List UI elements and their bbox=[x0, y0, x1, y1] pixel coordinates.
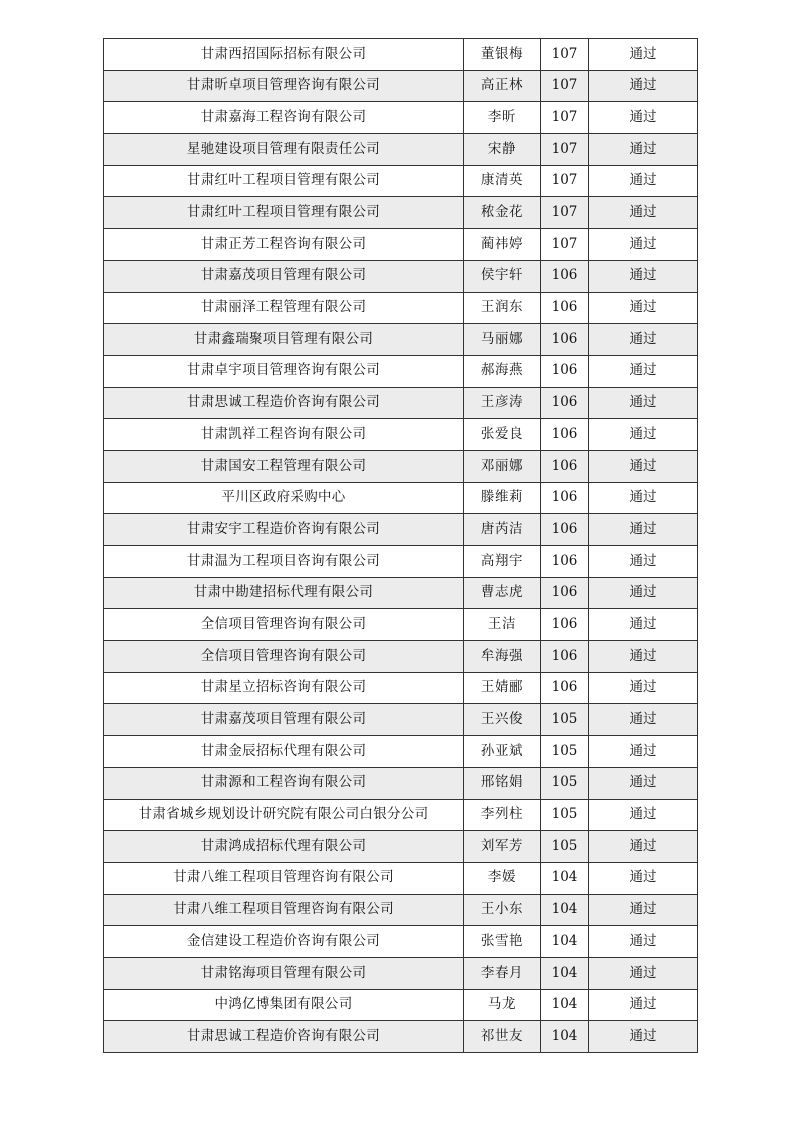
result-cell: 通过 bbox=[589, 894, 698, 926]
company-cell: 甘肃思诚工程造价咨询有限公司 bbox=[104, 1021, 464, 1053]
result-cell: 通过 bbox=[589, 292, 698, 324]
result-cell: 通过 bbox=[589, 736, 698, 768]
person-name-cell: 高正林 bbox=[464, 70, 541, 102]
person-name-cell: 宋静 bbox=[464, 134, 541, 166]
person-name-cell: 秾金花 bbox=[464, 197, 541, 229]
score-cell: 106 bbox=[541, 672, 589, 704]
score-cell: 106 bbox=[541, 577, 589, 609]
person-name-cell: 王婧郦 bbox=[464, 672, 541, 704]
company-cell: 甘肃安宇工程造价咨询有限公司 bbox=[104, 514, 464, 546]
company-cell: 平川区政府采购中心 bbox=[104, 482, 464, 514]
table-row bbox=[104, 767, 698, 799]
company-cell: 甘肃思诚工程造价咨询有限公司 bbox=[104, 387, 464, 419]
company-cell: 甘肃嘉海工程咨询有限公司 bbox=[104, 102, 464, 134]
results-table bbox=[103, 38, 698, 1053]
score-cell: 104 bbox=[541, 989, 589, 1021]
person-name-cell: 侯宇轩 bbox=[464, 260, 541, 292]
company-cell: 甘肃嘉茂项目管理有限公司 bbox=[104, 260, 464, 292]
person-name-cell: 刘军芳 bbox=[464, 831, 541, 863]
result-cell: 通过 bbox=[589, 514, 698, 546]
table-row bbox=[104, 704, 698, 736]
result-cell: 通过 bbox=[589, 546, 698, 578]
result-cell: 通过 bbox=[589, 641, 698, 673]
company-cell: 甘肃丽泽工程管理有限公司 bbox=[104, 292, 464, 324]
table-row bbox=[104, 134, 698, 166]
person-name-cell: 王小东 bbox=[464, 894, 541, 926]
person-name-cell: 王润东 bbox=[464, 292, 541, 324]
table-row bbox=[104, 862, 698, 894]
result-cell: 通过 bbox=[589, 70, 698, 102]
score-cell: 106 bbox=[541, 546, 589, 578]
score-cell: 105 bbox=[541, 736, 589, 768]
person-name-cell: 蔺祎婷 bbox=[464, 229, 541, 261]
person-name-cell: 董银梅 bbox=[464, 39, 541, 71]
result-cell: 通过 bbox=[589, 102, 698, 134]
company-cell: 甘肃省城乡规划设计研究院有限公司白银分公司 bbox=[104, 799, 464, 831]
score-cell: 106 bbox=[541, 450, 589, 482]
result-cell: 通过 bbox=[589, 704, 698, 736]
score-cell: 104 bbox=[541, 926, 589, 958]
score-cell: 104 bbox=[541, 957, 589, 989]
company-cell: 甘肃金辰招标代理有限公司 bbox=[104, 736, 464, 768]
table-row bbox=[104, 577, 698, 609]
result-cell: 通过 bbox=[589, 355, 698, 387]
score-cell: 106 bbox=[541, 419, 589, 451]
result-cell: 通过 bbox=[589, 957, 698, 989]
result-cell: 通过 bbox=[589, 831, 698, 863]
table-row bbox=[104, 1021, 698, 1053]
table-row bbox=[104, 70, 698, 102]
score-cell: 105 bbox=[541, 831, 589, 863]
score-cell: 107 bbox=[541, 197, 589, 229]
person-name-cell: 郝海燕 bbox=[464, 355, 541, 387]
company-cell: 甘肃鑫瑞聚项目管理有限公司 bbox=[104, 324, 464, 356]
result-cell: 通过 bbox=[589, 387, 698, 419]
result-cell: 通过 bbox=[589, 165, 698, 197]
result-cell: 通过 bbox=[589, 577, 698, 609]
person-name-cell: 张爱良 bbox=[464, 419, 541, 451]
table-row bbox=[104, 672, 698, 704]
score-cell: 104 bbox=[541, 862, 589, 894]
person-name-cell: 唐芮洁 bbox=[464, 514, 541, 546]
table-row bbox=[104, 799, 698, 831]
table-row bbox=[104, 324, 698, 356]
table-row bbox=[104, 355, 698, 387]
table-row bbox=[104, 165, 698, 197]
company-cell: 甘肃凯祥工程咨询有限公司 bbox=[104, 419, 464, 451]
company-cell: 金信建设工程造价咨询有限公司 bbox=[104, 926, 464, 958]
result-cell: 通过 bbox=[589, 989, 698, 1021]
score-cell: 107 bbox=[541, 70, 589, 102]
score-cell: 107 bbox=[541, 102, 589, 134]
score-cell: 105 bbox=[541, 799, 589, 831]
result-cell: 通过 bbox=[589, 672, 698, 704]
person-name-cell: 祁世友 bbox=[464, 1021, 541, 1053]
table-row bbox=[104, 957, 698, 989]
person-name-cell: 王兴俊 bbox=[464, 704, 541, 736]
result-cell: 通过 bbox=[589, 1021, 698, 1053]
person-name-cell: 李列柱 bbox=[464, 799, 541, 831]
company-cell: 甘肃昕卓项目管理咨询有限公司 bbox=[104, 70, 464, 102]
company-cell: 甘肃中勘建招标代理有限公司 bbox=[104, 577, 464, 609]
company-cell: 甘肃源和工程咨询有限公司 bbox=[104, 767, 464, 799]
company-cell: 甘肃正芳工程咨询有限公司 bbox=[104, 229, 464, 261]
score-cell: 107 bbox=[541, 165, 589, 197]
table-row bbox=[104, 989, 698, 1021]
company-cell: 全信项目管理咨询有限公司 bbox=[104, 641, 464, 673]
person-name-cell: 邢铭娟 bbox=[464, 767, 541, 799]
company-cell: 甘肃西招国际招标有限公司 bbox=[104, 39, 464, 71]
person-name-cell: 李昕 bbox=[464, 102, 541, 134]
person-name-cell: 康清英 bbox=[464, 165, 541, 197]
score-cell: 106 bbox=[541, 482, 589, 514]
result-cell: 通过 bbox=[589, 197, 698, 229]
result-cell: 通过 bbox=[589, 134, 698, 166]
table-row bbox=[104, 894, 698, 926]
score-cell: 106 bbox=[541, 260, 589, 292]
score-cell: 107 bbox=[541, 134, 589, 166]
score-cell: 104 bbox=[541, 894, 589, 926]
person-name-cell: 李媛 bbox=[464, 862, 541, 894]
score-cell: 106 bbox=[541, 387, 589, 419]
result-cell: 通过 bbox=[589, 324, 698, 356]
table-row bbox=[104, 450, 698, 482]
company-cell: 甘肃温为工程项目咨询有限公司 bbox=[104, 546, 464, 578]
result-cell: 通过 bbox=[589, 926, 698, 958]
result-cell: 通过 bbox=[589, 450, 698, 482]
company-cell: 甘肃卓宇项目管理咨询有限公司 bbox=[104, 355, 464, 387]
person-name-cell: 曹志虎 bbox=[464, 577, 541, 609]
score-cell: 105 bbox=[541, 704, 589, 736]
result-cell: 通过 bbox=[589, 260, 698, 292]
table-row bbox=[104, 926, 698, 958]
person-name-cell: 王洁 bbox=[464, 609, 541, 641]
person-name-cell: 牟海强 bbox=[464, 641, 541, 673]
person-name-cell: 马丽娜 bbox=[464, 324, 541, 356]
person-name-cell: 张雪艳 bbox=[464, 926, 541, 958]
result-cell: 通过 bbox=[589, 39, 698, 71]
table-row bbox=[104, 641, 698, 673]
score-cell: 105 bbox=[541, 767, 589, 799]
table-row bbox=[104, 197, 698, 229]
result-cell: 通过 bbox=[589, 482, 698, 514]
table-row bbox=[104, 514, 698, 546]
table-row bbox=[104, 102, 698, 134]
result-cell: 通过 bbox=[589, 799, 698, 831]
table-row bbox=[104, 546, 698, 578]
company-cell: 中鸿亿博集团有限公司 bbox=[104, 989, 464, 1021]
table-row bbox=[104, 229, 698, 261]
table-row bbox=[104, 260, 698, 292]
person-name-cell: 高翔宇 bbox=[464, 546, 541, 578]
company-cell: 甘肃红叶工程项目管理有限公司 bbox=[104, 165, 464, 197]
score-cell: 106 bbox=[541, 641, 589, 673]
person-name-cell: 邓丽娜 bbox=[464, 450, 541, 482]
person-name-cell: 孙亚斌 bbox=[464, 736, 541, 768]
table-row bbox=[104, 419, 698, 451]
company-cell: 星驰建设项目管理有限责任公司 bbox=[104, 134, 464, 166]
score-cell: 106 bbox=[541, 292, 589, 324]
company-cell: 全信项目管理咨询有限公司 bbox=[104, 609, 464, 641]
person-name-cell: 马龙 bbox=[464, 989, 541, 1021]
score-cell: 107 bbox=[541, 39, 589, 71]
score-cell: 107 bbox=[541, 229, 589, 261]
company-cell: 甘肃国安工程管理有限公司 bbox=[104, 450, 464, 482]
company-cell: 甘肃鸿成招标代理有限公司 bbox=[104, 831, 464, 863]
company-cell: 甘肃星立招标咨询有限公司 bbox=[104, 672, 464, 704]
person-name-cell: 李春月 bbox=[464, 957, 541, 989]
results-table-body bbox=[104, 39, 698, 1053]
score-cell: 106 bbox=[541, 514, 589, 546]
result-cell: 通过 bbox=[589, 609, 698, 641]
result-cell: 通过 bbox=[589, 419, 698, 451]
person-name-cell: 滕维莉 bbox=[464, 482, 541, 514]
score-cell: 104 bbox=[541, 1021, 589, 1053]
table-row bbox=[104, 39, 698, 71]
result-cell: 通过 bbox=[589, 229, 698, 261]
table-row bbox=[104, 292, 698, 324]
score-cell: 106 bbox=[541, 355, 589, 387]
table-row bbox=[104, 736, 698, 768]
result-cell: 通过 bbox=[589, 767, 698, 799]
company-cell: 甘肃嘉茂项目管理有限公司 bbox=[104, 704, 464, 736]
table-row bbox=[104, 482, 698, 514]
table-row bbox=[104, 609, 698, 641]
score-cell: 106 bbox=[541, 324, 589, 356]
result-cell: 通过 bbox=[589, 862, 698, 894]
table-row bbox=[104, 831, 698, 863]
person-name-cell: 王彦涛 bbox=[464, 387, 541, 419]
company-cell: 甘肃铭海项目管理有限公司 bbox=[104, 957, 464, 989]
company-cell: 甘肃红叶工程项目管理有限公司 bbox=[104, 197, 464, 229]
score-cell: 106 bbox=[541, 609, 589, 641]
company-cell: 甘肃八维工程项目管理咨询有限公司 bbox=[104, 894, 464, 926]
company-cell: 甘肃八维工程项目管理咨询有限公司 bbox=[104, 862, 464, 894]
table-row bbox=[104, 387, 698, 419]
